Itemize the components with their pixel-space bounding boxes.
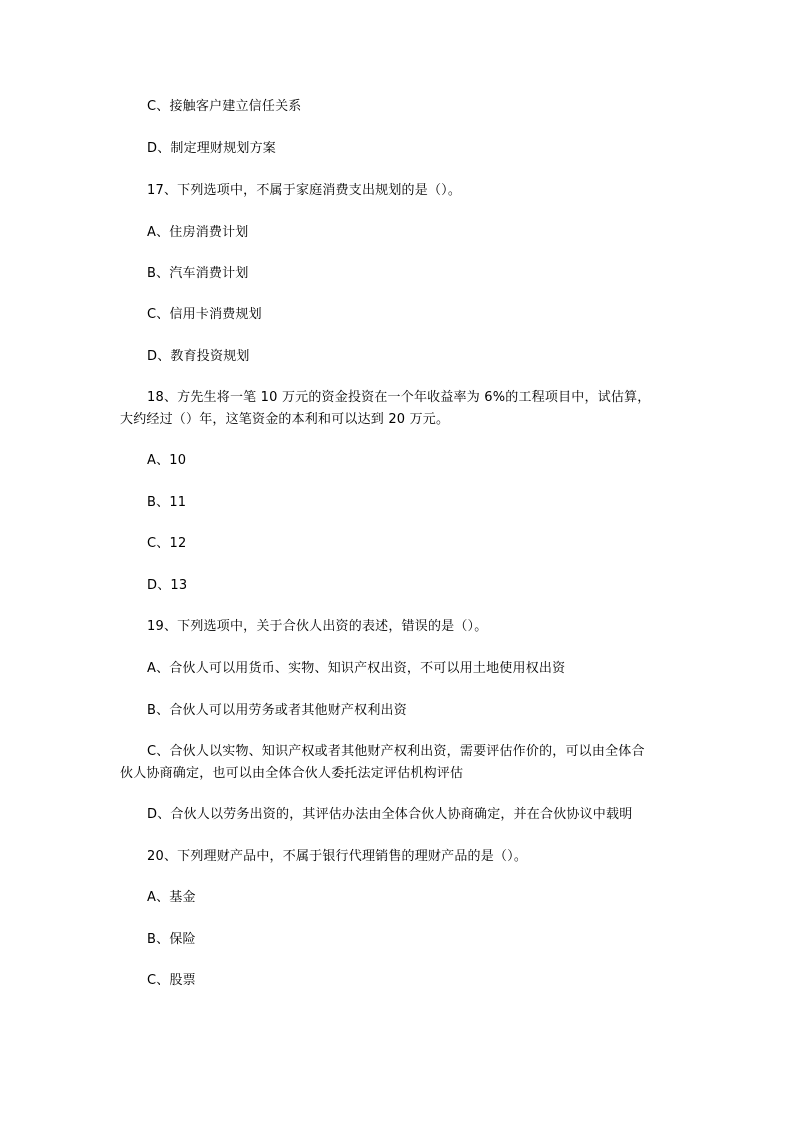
option-c-q16: C、接触客户建立信任关系 [147, 99, 302, 114]
question-20: 20、下列理财产品中，不属于银行代理销售的理财产品的是（）。 [147, 849, 528, 864]
option-c-q18: C、12 [147, 536, 187, 551]
option-c-q20: C、股票 [147, 973, 196, 988]
question-18: 18、方先生将一笔 10 万元的资金投资在一个年收益率为 6%的工程项目中，试估算， [147, 390, 651, 405]
option-b-q18: B、11 [147, 495, 187, 510]
question-18-continued: 大约经过（）年，这笔资金的本利和可以达到 20 万元。 [120, 412, 450, 427]
option-b-q17: B、汽车消费计划 [147, 266, 249, 281]
option-b-q20: B、保险 [147, 932, 196, 947]
option-a-q18: A、10 [147, 453, 187, 468]
option-d-q16: D、制定理财规划方案 [147, 141, 277, 156]
option-c-q19-continued: 伙人协商确定，也可以由全体合伙人委托法定评估机构评估 [120, 766, 464, 781]
option-a-q20: A、基金 [147, 890, 196, 905]
option-c-q17: C、信用卡消费规划 [147, 307, 262, 322]
option-d-q18: D、13 [147, 578, 188, 593]
question-19: 19、下列选项中，关于合伙人出资的表述，错误的是（）。 [147, 619, 488, 634]
option-d-q17: D、教育投资规划 [147, 349, 250, 364]
option-d-q19: D、合伙人以劳务出资的，其评估办法由全体合伙人协商确定，并在合伙协议中载明 [147, 807, 633, 822]
option-b-q19: B、合伙人可以用劳务或者其他财产权利出资 [147, 703, 407, 718]
option-a-q17: A、住房消费计划 [147, 225, 249, 240]
option-c-q19: C、合伙人以实物、知识产权或者其他财产权利出资，需要评估作价的，可以由全体合 [147, 744, 645, 759]
question-17: 17、下列选项中，不属于家庭消费支出规划的是（）。 [147, 183, 462, 198]
option-a-q19: A、合伙人可以用货币、实物、知识产权出资，不可以用土地使用权出资 [147, 661, 566, 676]
